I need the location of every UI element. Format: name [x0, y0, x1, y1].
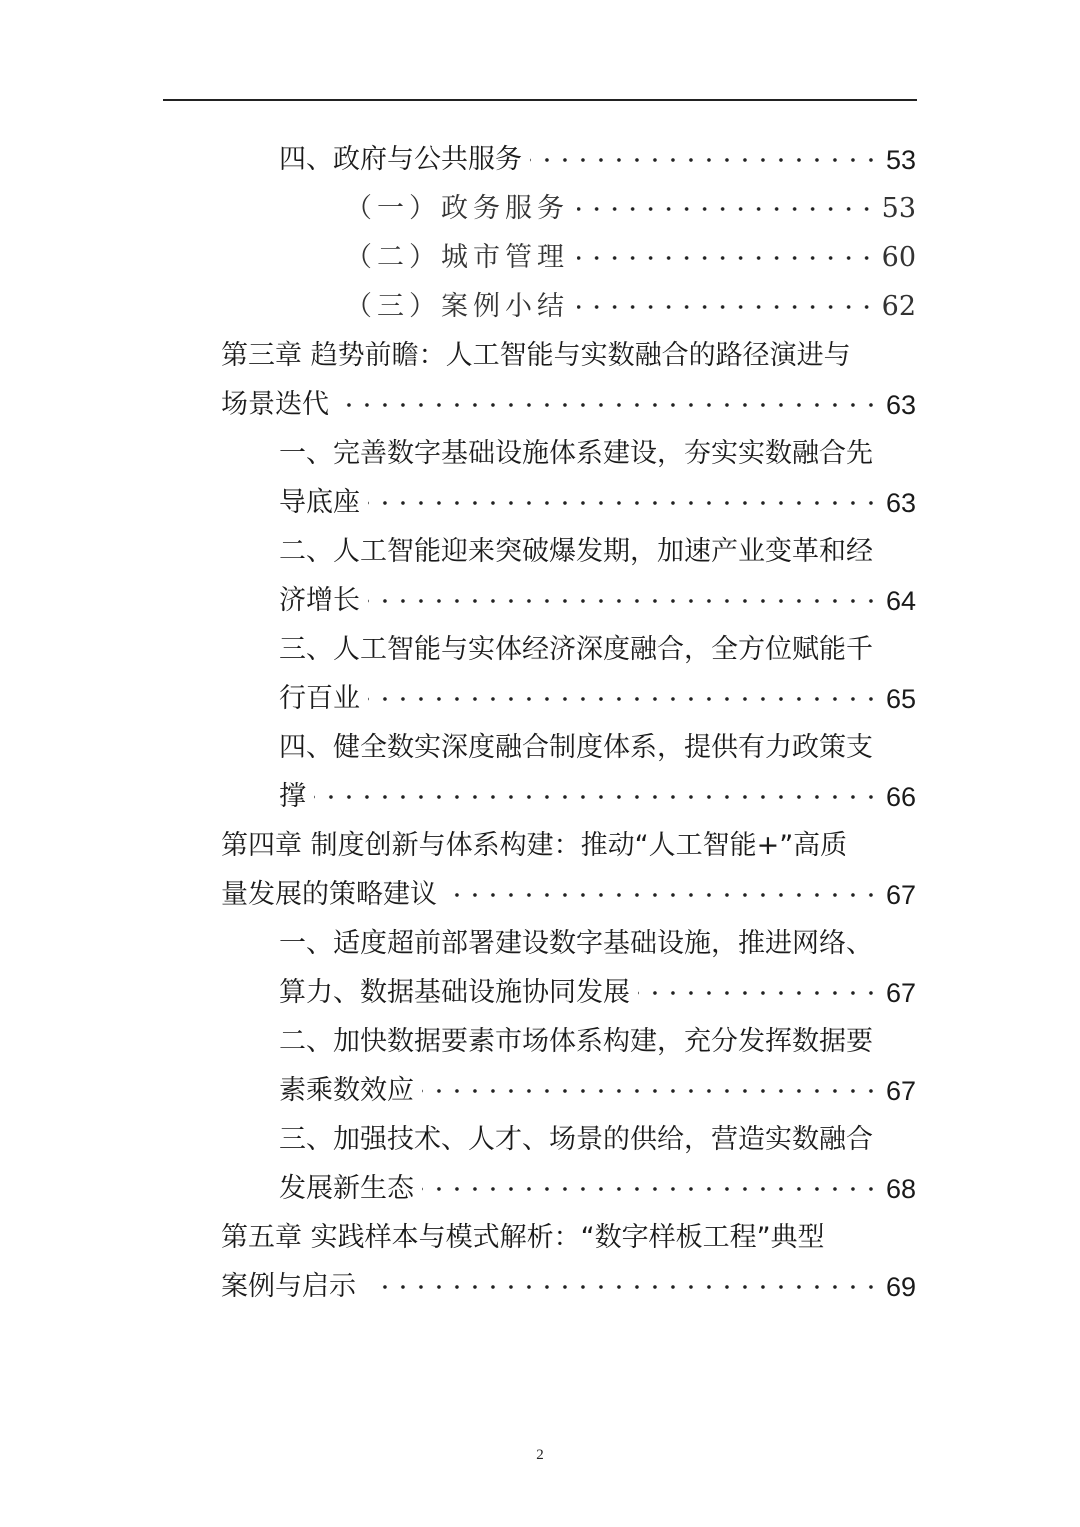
section-title: 三、加强技术、人才、场景的供给，营造实数融合 — [279, 1124, 873, 1155]
toc-entry-title: （二）城市管理 — [345, 242, 569, 273]
toc-entry-line1[interactable] — [279, 924, 916, 964]
section-title: 四、健全数实深度融合制度体系，提供有力政策支 — [279, 732, 873, 763]
section-title-cont: 素乘数效应 — [279, 1075, 414, 1106]
toc-page-number: 53 — [881, 193, 916, 224]
toc-page-number: 64 — [885, 586, 916, 616]
toc-entry-line1[interactable] — [279, 434, 916, 474]
chapter-title: 第三章 趋势前瞻：人工智能与实数融合的路径演进与 — [221, 340, 851, 371]
toc-entry[interactable] — [345, 189, 916, 229]
section-title-cont: 发展新生态 — [279, 1173, 414, 1204]
dot-leader — [378, 1267, 880, 1307]
dot-leader — [577, 287, 876, 327]
section-title: 一、适度超前部署建设数字基础设施，推进网络、 — [279, 928, 873, 959]
section-title-cont: 撑 — [279, 781, 306, 812]
toc-page-number: 65 — [885, 684, 916, 714]
dot-leader — [445, 875, 880, 915]
page-number: 2 — [536, 1447, 544, 1463]
dot-leader — [577, 189, 876, 229]
toc-page-number: 53 — [885, 145, 916, 175]
dot-leader — [422, 1169, 880, 1209]
toc-page-number: 63 — [885, 488, 916, 518]
toc-entry-line1[interactable] — [279, 630, 916, 670]
chapter-title: 第四章 制度创新与体系构建：推动“人工智能+”高质 — [221, 830, 848, 861]
dot-leader — [314, 777, 880, 817]
toc-entry-line1[interactable] — [221, 336, 916, 376]
toc-entry-line2[interactable] — [279, 973, 916, 1013]
toc-entry-line2[interactable] — [279, 679, 916, 719]
toc-entry-line2[interactable] — [221, 385, 916, 425]
section-title-cont: 导底座 — [279, 487, 360, 518]
toc-entry-line2[interactable] — [279, 483, 916, 523]
toc-entry-line2[interactable] — [221, 875, 916, 915]
section-title-cont: 济增长 — [279, 585, 360, 616]
chapter-title-cont: 场景迭代 — [221, 389, 329, 420]
toc-entry-line2[interactable] — [221, 1267, 916, 1307]
chapter-title-cont: 案例与启示 — [221, 1271, 356, 1302]
chapter-title: 第五章 实践样本与模式解析：“数字样板工程”典型 — [221, 1222, 825, 1253]
dot-leader — [368, 483, 880, 523]
toc-entry-line2[interactable] — [279, 777, 916, 817]
section-title: 三、人工智能与实体经济深度融合，全方位赋能千 — [279, 634, 873, 665]
dot-leader — [368, 679, 880, 719]
dot-leader — [530, 140, 880, 180]
header-rule — [163, 99, 917, 101]
toc-page-number: 69 — [885, 1272, 916, 1302]
toc-page-number: 67 — [885, 978, 916, 1008]
toc-page-number: 68 — [885, 1174, 916, 1204]
toc-entry[interactable] — [345, 287, 916, 327]
toc-page-number: 66 — [885, 782, 916, 812]
toc-page-number: 60 — [881, 242, 916, 273]
toc-page-number: 63 — [885, 390, 916, 420]
toc-entry-title: （一）政务服务 — [345, 193, 569, 224]
toc-entry-title: （三）案例小结 — [345, 291, 569, 322]
section-title: 二、人工智能迎来突破爆发期，加速产业变革和经 — [279, 536, 873, 567]
dot-leader — [638, 973, 880, 1013]
section-title: 二、加快数据要素市场体系构建，充分发挥数据要 — [279, 1026, 873, 1057]
dot-leader — [422, 1071, 880, 1111]
toc-entry-line1[interactable] — [221, 826, 916, 866]
toc-entry-line1[interactable] — [279, 532, 916, 572]
section-title-cont: 行百业 — [279, 683, 360, 714]
toc-page-number: 62 — [881, 291, 916, 322]
toc-page-number: 67 — [885, 880, 916, 910]
toc-entry[interactable] — [279, 140, 916, 180]
chapter-title-cont: 量发展的策略建议 — [221, 879, 437, 910]
toc-page-number: 67 — [885, 1076, 916, 1106]
toc-entry-line1[interactable] — [279, 1022, 916, 1062]
section-title: 一、完善数字基础设施体系建设，夯实实数融合先 — [279, 438, 873, 469]
dot-leader — [577, 238, 876, 278]
toc-entry-line2[interactable] — [279, 1071, 916, 1111]
toc-entry[interactable] — [345, 238, 916, 278]
toc-entry-line2[interactable] — [279, 581, 916, 621]
toc-entry-line1[interactable] — [221, 1218, 916, 1258]
toc-entry-line1[interactable] — [279, 728, 916, 768]
toc-entry-line2[interactable] — [279, 1169, 916, 1209]
dot-leader — [368, 581, 880, 621]
dot-leader — [337, 385, 880, 425]
toc-entry-title: 四、政府与公共服务 — [279, 144, 522, 175]
section-title-cont: 算力、数据基础设施协同发展 — [279, 977, 630, 1008]
toc-entry-line1[interactable] — [279, 1120, 916, 1160]
